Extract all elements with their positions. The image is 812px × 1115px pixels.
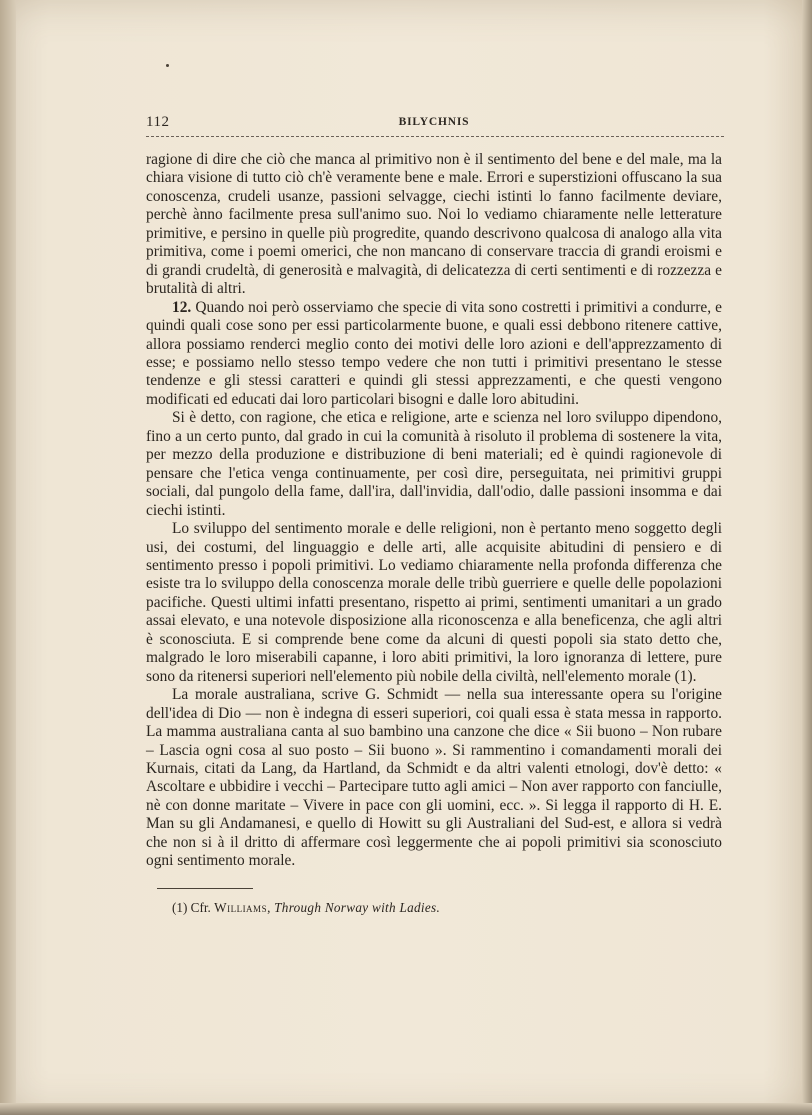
page-edge-left xyxy=(0,0,16,1115)
footnote-marker: (1) Cfr. xyxy=(172,900,211,915)
body-text xyxy=(146,151,722,871)
section-number: 12. xyxy=(172,298,192,316)
footnote-title: Through Norway with Ladies. xyxy=(274,900,441,915)
ink-speck xyxy=(166,64,169,67)
paragraph-3: Si è detto, con ragione, che etica e religione, arte e scienza nel loro sviluppo dipendono, fino a un certo punto, dal grado in cui la comunità à risoluto il problema di sostenere la vita, per mezzo della produzione e distribuzione di beni materiali; ed è quindi ragionevole di pensare che l'etica venga continuamente, per così dire, perseguitata, nei primitivi gruppi sociali, dal pungolo della fame, dall'ira, dall'invidia, dall'odio, dalle passioni insomma e dai ciechi istinti. xyxy=(146,409,722,519)
page-number: 112 xyxy=(146,114,170,130)
paragraph-5: La morale australiana, scrive G. Schmidt — nella sua interessante opera su l'origine dell'idea di Dio — non è indegna di esseri superiori, coi quali essa è stata messa in rapporto. La mamma australiana canta al suo bambino una canzone che dice « Sii buono – Non rubare – Lascia ogni cosa al suo posto – Sii buono ». Si rammentino i comandamenti morali dei Kurnais, citati da Lang, da Hartland, da Schmidt e da altri valenti etnologi, dov'è detto: « Ascoltare e ubbidire i vecchi – Partecipare tutto agli amici – Non aver rapporto con fanciulle, nè con donne maritate – Vivere in pace con gli uomini, ecc. ». Si legga il rapporto di H. E. Man su gli Andamanesi, e quello di Howitt su gli Australiani del Sud-est, e allora si vedrà che non si à il dritto di affermare così leggermente che ai popoli primitivi sia sconosciuto ogni sentimento morale. xyxy=(146,686,722,870)
paragraph-2-text: Quando noi però osserviamo che specie di vita sono costretti i primitivi a condurre, e quindi quali cose sono per essi particolarmente buone, e quali essi debbono ritenere cattive, allora possiamo renderci meglio conto dei motivi delle loro azioni e dell'apprezzamento di esse; e possiamo nello stesso tempo vedere che non tutti i primitivi presentano le stesse tendenze e gli stessi caratteri e quindi gli stessi apprezzamenti, e che questi vengono modificati ed educati dai loro particolari bisogni e dalle loro abitudini. xyxy=(146,298,722,408)
paragraph-4: Lo sviluppo del sentimento morale e delle religioni, non è pertanto meno soggetto degli usi, dei costumi, del linguaggio e delle arti, alle acquisite abitudini di pensiero e di sentimento presso i popoli primitivi. Lo vediamo chiaramente nella profonda differenza che esiste tra lo sviluppo della conoscenza morale delle tribù guerriere e quelle delle popolazioni pacifiche. Questi ultimi infatti presentano, rispetto ai primi, sentimenti umanitari a un grado assai elevato, e una notevole disposizione alla riconoscenza e alla beneficenza, che agli altri è sconosciuta. E si comprende bene come da alcuni di questi popoli sia stato detto che, malgrado le loro miserabili capanne, i loro abiti primitivi, la loro ignoranza di lettere, pure sono da ritenersi superiori nell'elemento più nobile della civiltà, nell'elemento morale (1). xyxy=(146,520,722,685)
paragraph-2 xyxy=(146,299,722,410)
page-edge-bottom xyxy=(0,1103,812,1115)
footnote-author: Williams, xyxy=(214,900,271,915)
page-header xyxy=(146,114,722,134)
paragraph-1: ragione di dire che ciò che manca al primitivo non è il sentimento del bene e del male, ma la chiara visione di tutto ciò ch'è veramente bene e male. Errori e superstizioni offuscano la sua conoscenza, crudeli usanze, passioni selvagge, ciechi istinti lo fanno facilmente deviare, perchè ànno facilmente presa sull'animo suo. Noi lo vediamo chiaramente nelle letterature primitive, e persino in quelle più progredite, quando descrivono qualcosa di analogo alla vita primitiva, come i poemi omerici, che non mancano di conservare traccia di grandi eroismi e di grandi crudeltà, di generosità e malvagità, di delicatezza di certi sentimenti e di rozzezza e brutalità di altri. xyxy=(146,151,722,298)
header-rule xyxy=(146,136,724,137)
page-edge-right xyxy=(802,0,812,1115)
footnote xyxy=(172,899,712,917)
running-title: BILYCHNIS xyxy=(398,116,470,128)
footnote-rule xyxy=(157,888,253,889)
